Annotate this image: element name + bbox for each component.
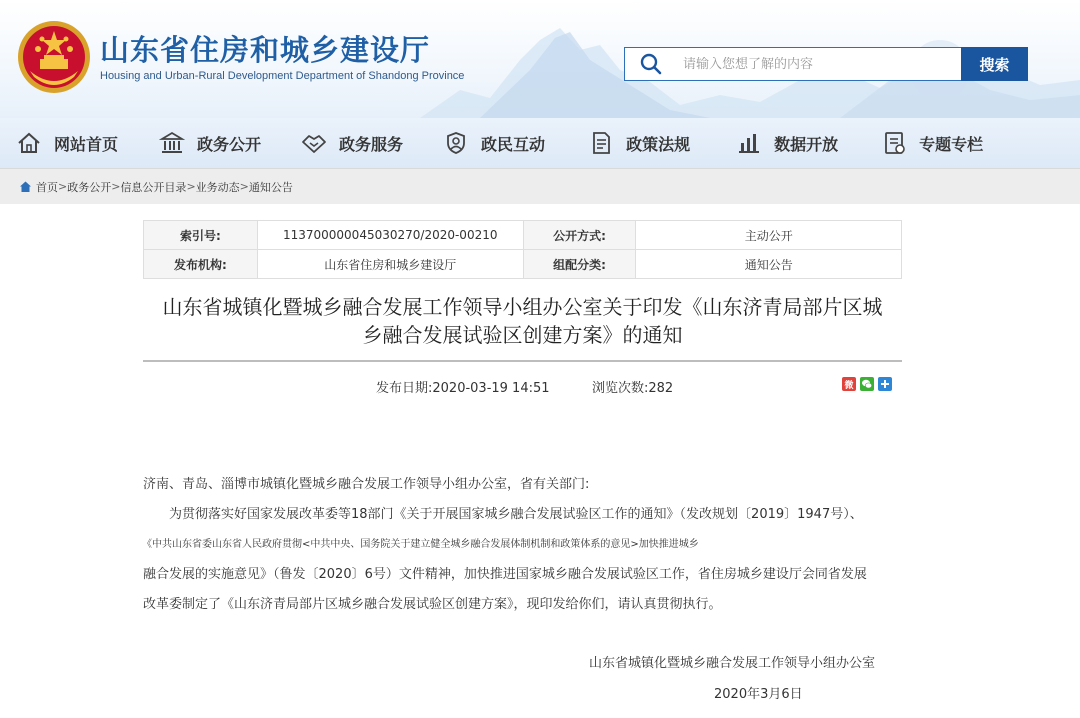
nav-item-interaction[interactable] <box>443 118 545 168</box>
more-share-icon[interactable] <box>878 377 892 391</box>
breadcrumb-item[interactable]: 政务公开 <box>67 180 112 194</box>
wechat-icon[interactable] <box>860 377 874 391</box>
nav-label-policy: 政策法规 <box>626 134 691 154</box>
breadcrumb-separator: > <box>111 180 121 193</box>
national-emblem-icon <box>16 19 92 95</box>
interaction-icon <box>443 130 469 156</box>
topic-icon <box>881 130 907 156</box>
publisher-label: 发布机构: <box>144 250 258 279</box>
body-line: 为贯彻落实好国家发展改革委等18部门《关于开展国家城乡融合发展试验区工作的通知》（发改规划〔2019〕1947号）、 <box>169 507 863 522</box>
document-icon <box>588 130 614 156</box>
signature-org: 山东省城镇化暨城乡融合发展工作领导小组办公室 <box>589 656 876 671</box>
search-icon <box>639 52 663 76</box>
breadcrumb-item[interactable]: 通知公告 <box>248 180 293 194</box>
nav-item-gov-affairs[interactable] <box>159 118 261 168</box>
publish-date: 发布日期:2020-03-19 14:51 <box>376 381 550 396</box>
nav-label-topics: 专题专栏 <box>919 134 984 154</box>
index-label: 索引号: <box>144 221 258 250</box>
title-divider <box>143 360 902 362</box>
document-info-table <box>143 220 902 279</box>
breadcrumb-separator: > <box>239 180 249 193</box>
search-input[interactable] <box>683 57 943 72</box>
article-title-line: 乡融合发展试验区创建方案》的通知 <box>362 323 683 347</box>
public-method-label: 公开方式: <box>523 221 636 250</box>
body-line: 《中共山东省委山东省人民政府贯彻<中共中央、国务院关于建立健全城乡融合发展体制机制和政策体系的意见>加快推进城乡 <box>142 539 699 550</box>
addressee: 济南、青岛、淄博市城镇化暨城乡融合发展工作领导小组办公室，省有关部门: <box>143 477 590 492</box>
site-title: 山东省住房和城乡建设厅 <box>100 33 431 67</box>
category-value: 通知公告 <box>636 250 902 279</box>
nav-label-home: 网站首页 <box>54 134 119 154</box>
article-title-line: 山东省城镇化暨城乡融合发展工作领导小组办公室关于印发《山东济青局部片区城 <box>162 295 883 319</box>
site-header <box>0 0 1080 118</box>
nav-item-gov-services[interactable] <box>301 118 403 168</box>
nav-item-topics[interactable] <box>881 118 983 168</box>
government-building-icon <box>159 130 185 156</box>
nav-item-open-data[interactable] <box>736 118 838 168</box>
body-line: 改革委制定了《山东济青局部片区城乡融合发展试验区创建方案》，现印发给你们，请认真贯彻执行。 <box>143 597 722 612</box>
category-label: 组配分类: <box>523 250 636 279</box>
nav-label-gov-affairs: 政务公开 <box>197 134 262 154</box>
nav-label-open-data: 数据开放 <box>774 134 839 154</box>
breadcrumb-item[interactable]: 信息公开目录 <box>120 180 187 194</box>
weibo-icon[interactable]: 微 <box>842 377 856 391</box>
signature-date: 2020年3月6日 <box>714 687 803 702</box>
table-row <box>144 221 902 250</box>
article-body <box>143 500 903 620</box>
breadcrumb-item[interactable]: 首页 <box>36 180 58 194</box>
breadcrumb-home-icon <box>19 180 32 193</box>
main-nav <box>0 118 1080 168</box>
index-value: 113700000045030270/2020-00210 <box>257 221 523 250</box>
chart-icon <box>736 130 762 156</box>
search-box <box>624 47 962 81</box>
nav-label-interaction: 政民互动 <box>481 134 546 154</box>
site-subtitle: Housing and Urban-Rural Development Department of Shandong Province <box>100 70 465 82</box>
article-title <box>143 293 902 349</box>
breadcrumb-separator: > <box>58 180 68 193</box>
public-method-value: 主动公开 <box>636 221 902 250</box>
nav-label-gov-services: 政务服务 <box>339 134 404 154</box>
body-line: 融合发展的实施意见》（鲁发〔2020〕6号）文件精神，加快推进国家城乡融合发展试验区工作，省住房城乡建设厅会同省发展 <box>143 567 867 582</box>
search-button[interactable]: 搜索 <box>961 47 1028 81</box>
nav-item-policy[interactable] <box>588 118 690 168</box>
table-row <box>144 250 902 279</box>
breadcrumb-separator: > <box>186 180 196 193</box>
handshake-icon <box>301 130 327 156</box>
nav-item-home[interactable] <box>16 118 118 168</box>
breadcrumb <box>0 168 1080 204</box>
view-count: 浏览次数:282 <box>592 381 674 396</box>
home-icon <box>16 130 42 156</box>
publisher-value: 山东省住房和城乡建设厅 <box>257 250 523 279</box>
share-bar <box>842 377 892 391</box>
breadcrumb-item[interactable]: 业务动态 <box>195 180 240 194</box>
